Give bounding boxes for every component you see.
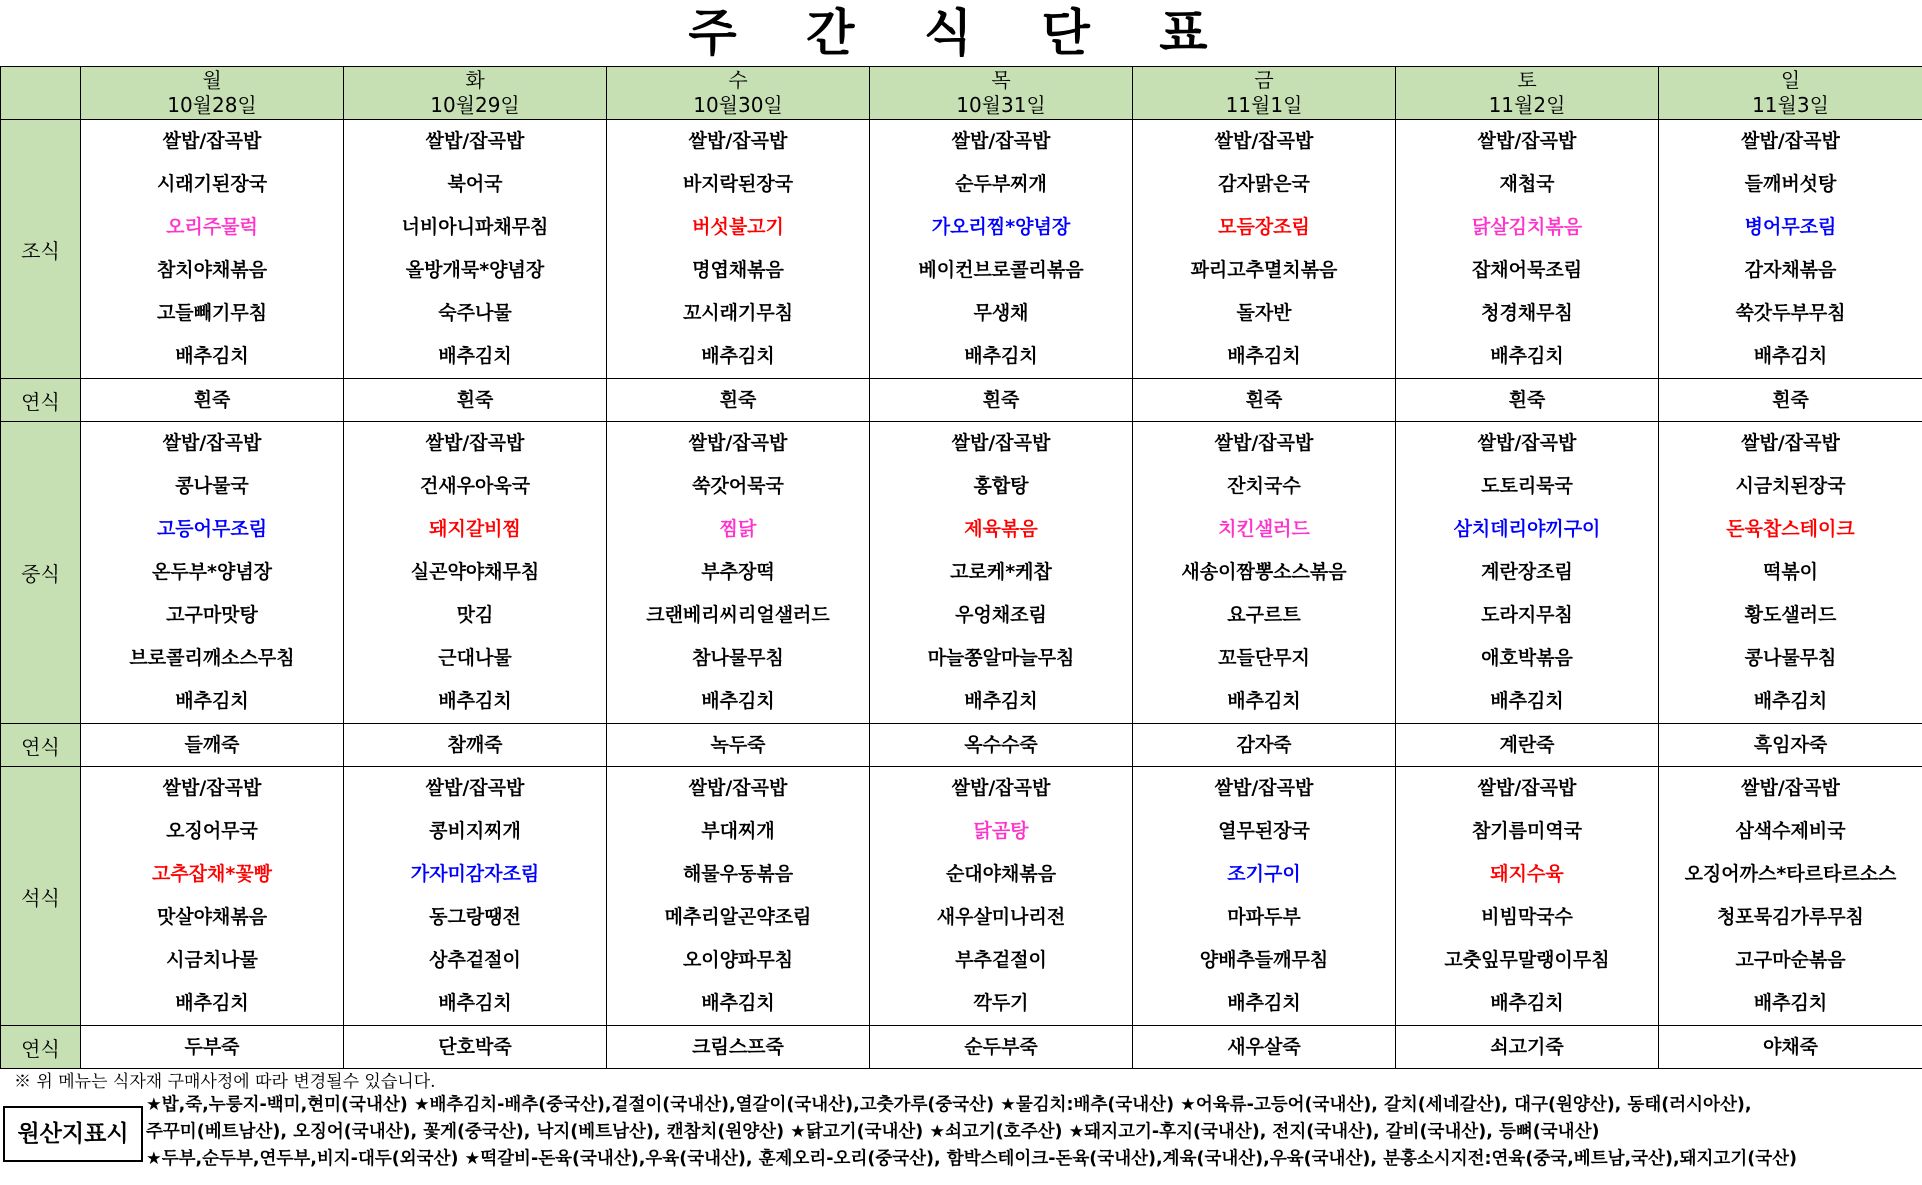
menu-item: 시금치된장국 <box>1735 475 1846 497</box>
menu-item: 요구르트 <box>1227 604 1301 626</box>
menu-item: 쑥갓두부무침 <box>1735 302 1846 324</box>
menu-item: 배추김치 <box>1227 992 1301 1014</box>
menu-item: 올방개묵*양념장 <box>405 259 545 281</box>
snack-cell <box>344 724 607 767</box>
menu-item: 쌀밥/잡곡밥 <box>1477 432 1577 454</box>
menu-item: 배추김치 <box>1227 690 1301 712</box>
menu-item: 숙주나물 <box>438 302 512 324</box>
day-header <box>1396 67 1659 120</box>
snack-item: 감자죽 <box>1236 734 1292 756</box>
menu-item: 배추김치 <box>964 690 1038 712</box>
day-name: 월 <box>202 68 222 92</box>
header-row <box>1 67 1922 120</box>
origin-line: ★두부,순두부,연두부,비지-대두(외국산) ★떡갈비-돈육(국내산),우육(국내산), 훈제오리-오리(중국산), 함박스테이크-돈육(국내산),계육(국내산),우육(국내산), 분홍소시지전:연육(중국,베트남,국산),돼지고기(국산) <box>146 1149 1798 1169</box>
menu-item: 비빔막국수 <box>1481 906 1573 928</box>
menu-item: 꽈리고추멸치볶음 <box>1190 259 1338 281</box>
menu-item: 쌀밥/잡곡밥 <box>1477 130 1577 152</box>
menu-item: 조기구이 <box>1227 863 1301 885</box>
meal-cell <box>1396 422 1659 724</box>
menu-item: 돼지수육 <box>1490 863 1564 885</box>
menu-item: 쌀밥/잡곡밥 <box>1214 432 1314 454</box>
snack-cell <box>1659 724 1922 767</box>
menu-item: 가오리찜*양념장 <box>931 216 1071 238</box>
day-date: 11월1일 <box>1225 93 1303 117</box>
menu-item: 고춧잎무말랭이무침 <box>1444 949 1610 971</box>
meal-cell <box>344 120 607 379</box>
day-name: 일 <box>1780 68 1801 92</box>
menu-item: 배추김치 <box>964 345 1038 367</box>
snack-cell <box>81 379 344 422</box>
snack-row-1 <box>1 379 1922 422</box>
menu-item: 메추리알곤약조림 <box>664 906 812 928</box>
menu-item: 시금치나물 <box>166 949 258 971</box>
snack-cell <box>81 724 344 767</box>
menu-item: 꼬시래기무침 <box>682 302 794 324</box>
menu-item: 배추김치 <box>1753 690 1828 712</box>
snack-item: 흰죽 <box>1245 389 1283 411</box>
menu-item: 닭살김치볶음 <box>1471 216 1583 238</box>
menu-item: 쌀밥/잡곡밥 <box>162 130 262 152</box>
menu-item: 오이양파무침 <box>682 949 794 971</box>
menu-item: 홍합탕 <box>973 475 1029 497</box>
snack-item: 크림스프죽 <box>692 1036 784 1058</box>
menu-item: 마파두부 <box>1227 906 1301 928</box>
meal-label: 연식 <box>1 379 81 422</box>
menu-item: 해물우동볶음 <box>682 863 794 885</box>
menu-item: 고로케*케찹 <box>950 561 1052 583</box>
meal-cell <box>1133 767 1396 1026</box>
menu-item: 상추겉절이 <box>429 949 521 971</box>
menu-item: 병어무조림 <box>1744 216 1837 238</box>
menu-item: 잔치국수 <box>1227 475 1301 497</box>
day-name: 화 <box>465 68 485 92</box>
snack-cell <box>607 1026 870 1069</box>
day-header <box>81 67 344 120</box>
meal-cell <box>607 767 870 1026</box>
menu-item: 부추겉절이 <box>955 949 1047 971</box>
menu-item: 배추김치 <box>1490 345 1564 367</box>
snack-cell <box>1396 1026 1659 1069</box>
meal-cell <box>1659 767 1922 1026</box>
menu-item: 북어국 <box>447 173 503 195</box>
snack-cell <box>1133 379 1396 422</box>
day-date: 10월29일 <box>430 93 520 117</box>
menu-item: 버섯불고기 <box>692 216 784 238</box>
dinner-row <box>1 767 1922 1026</box>
snack-cell <box>81 1026 344 1069</box>
day-header <box>1133 67 1396 120</box>
menu-item: 배추김치 <box>438 992 512 1014</box>
page-title: 주 간 식 단 표 <box>688 4 1234 62</box>
menu-item: 배추김치 <box>175 690 249 712</box>
menu-item: 계란장조림 <box>1481 561 1573 583</box>
menu-item: 삼치데리야끼구이 <box>1453 518 1601 540</box>
menu-item: 배추김치 <box>175 992 249 1014</box>
snack-item: 녹두죽 <box>710 734 766 756</box>
origin-line: 주꾸미(베트남산), 오징어(국내산), 꽃게(중국산), 낙지(베트남산), 캔참치(원양산) ★닭고기(국내산) ★쇠고기(호주산) ★돼지고기-후지(국내산), 전지(국내산), 갈비(국내산), 등뼈(국내산) <box>146 1122 1600 1142</box>
menu-item: 쌀밥/잡곡밥 <box>425 432 525 454</box>
meal-cell <box>1659 422 1922 724</box>
lunch-row <box>1 422 1922 724</box>
day-name: 목 <box>991 68 1011 92</box>
menu-item: 모듬장조림 <box>1218 216 1310 238</box>
meal-cell <box>81 120 344 379</box>
menu-item: 가자미감자조림 <box>410 863 540 885</box>
snack-row-3 <box>1 1026 1922 1069</box>
menu-item: 쌀밥/잡곡밥 <box>951 432 1051 454</box>
corner-cell <box>1 67 81 120</box>
menu-item: 콩나물국 <box>175 475 249 497</box>
menu-item: 배추김치 <box>1490 992 1564 1014</box>
menu-item: 배추김치 <box>1753 992 1828 1014</box>
menu-item: 쑥갓어묵국 <box>692 475 784 497</box>
menu-item: 쌀밥/잡곡밥 <box>1741 432 1840 454</box>
snack-cell <box>607 379 870 422</box>
day-name: 수 <box>728 68 748 92</box>
snack-cell <box>344 1026 607 1069</box>
snack-cell <box>870 379 1133 422</box>
menu-item: 애호박볶음 <box>1481 647 1573 669</box>
origin-label: 원산지표시 <box>3 1106 143 1162</box>
snack-item: 옥수수죽 <box>964 734 1038 756</box>
menu-item: 삼색수제비국 <box>1735 820 1846 842</box>
meal-label: 연식 <box>1 1026 81 1069</box>
menu-item: 마늘쫑알마늘무침 <box>927 647 1075 669</box>
snack-cell <box>870 1026 1133 1069</box>
menu-item: 쌀밥/잡곡밥 <box>688 130 788 152</box>
menu-item: 참기름미역국 <box>1471 820 1583 842</box>
menu-item: 쌀밥/잡곡밥 <box>425 130 525 152</box>
menu-item: 배추김치 <box>1227 345 1301 367</box>
day-name: 토 <box>1517 68 1537 92</box>
meal-cell <box>344 767 607 1026</box>
menu-item: 쌀밥/잡곡밥 <box>1741 130 1840 152</box>
snack-item: 단호박죽 <box>438 1036 512 1058</box>
menu-item: 열무된장국 <box>1218 820 1310 842</box>
meal-cell <box>1396 767 1659 1026</box>
snack-item: 흰죽 <box>1508 389 1546 411</box>
snack-item: 새우살죽 <box>1227 1036 1301 1058</box>
breakfast-row <box>1 120 1922 379</box>
meal-cell <box>1396 120 1659 379</box>
snack-item: 두부죽 <box>184 1036 240 1058</box>
menu-item: 배추김치 <box>438 690 512 712</box>
snack-row-2 <box>1 724 1922 767</box>
snack-item: 흰죽 <box>982 389 1020 411</box>
snack-item: 들깨죽 <box>184 734 240 756</box>
menu-item: 닭곰탕 <box>973 820 1029 842</box>
menu-item: 새송이짬뽕소스볶음 <box>1181 561 1347 583</box>
menu-item: 배추김치 <box>438 345 512 367</box>
menu-item: 새우살미나리전 <box>936 906 1066 928</box>
meal-label: 중식 <box>1 422 81 724</box>
menu-item: 치킨샐러드 <box>1218 518 1310 540</box>
day-header <box>607 67 870 120</box>
menu-item: 오징어무국 <box>166 820 258 842</box>
meal-cell <box>1659 120 1922 379</box>
menu-item: 청경채무침 <box>1481 302 1573 324</box>
menu-item: 명엽채볶음 <box>692 259 784 281</box>
day-header <box>344 67 607 120</box>
snack-item: 흰죽 <box>193 389 231 411</box>
menu-item: 부추장떡 <box>701 561 775 583</box>
menu-item: 쌀밥/잡곡밥 <box>162 777 262 799</box>
origin-text <box>146 1092 1918 1173</box>
menu-item: 꼬들단무지 <box>1218 647 1310 669</box>
menu-item: 감자채볶음 <box>1744 259 1837 281</box>
snack-item: 계란죽 <box>1499 734 1555 756</box>
menu-item: 감자맑은국 <box>1218 173 1310 195</box>
day-date: 10월30일 <box>693 93 783 117</box>
menu-item: 쌀밥/잡곡밥 <box>1214 130 1314 152</box>
menu-item: 쌀밥/잡곡밥 <box>1214 777 1314 799</box>
meal-label: 석식 <box>1 767 81 1026</box>
menu-item: 들깨버섯탕 <box>1744 173 1837 195</box>
snack-item: 참깨죽 <box>447 734 503 756</box>
meal-cell <box>344 422 607 724</box>
menu-item: 쌀밥/잡곡밥 <box>1741 777 1840 799</box>
meal-cell <box>81 767 344 1026</box>
menu-item: 고추잡채*꽃빵 <box>151 863 273 885</box>
menu-item: 쌀밥/잡곡밥 <box>688 777 788 799</box>
menu-item: 쌀밥/잡곡밥 <box>425 777 525 799</box>
menu-item: 쌀밥/잡곡밥 <box>951 130 1051 152</box>
weekly-menu-table <box>0 66 1922 1069</box>
snack-item: 흰죽 <box>1772 389 1809 411</box>
meal-cell <box>607 422 870 724</box>
snack-item: 흰죽 <box>456 389 494 411</box>
day-header <box>1659 67 1922 120</box>
menu-item: 배추김치 <box>1753 345 1828 367</box>
menu-item: 배추김치 <box>1490 690 1564 712</box>
menu-item: 브로콜리깨소스무침 <box>129 647 295 669</box>
menu-item: 쌀밥/잡곡밥 <box>162 432 262 454</box>
menu-item: 고등어무조림 <box>156 518 268 540</box>
menu-item: 고들빼기무침 <box>156 302 268 324</box>
snack-cell <box>607 724 870 767</box>
change-notice: ※ 위 메뉴는 식자재 구매사정에 따라 변경될수 있습니다. <box>14 1072 436 1092</box>
menu-item: 크랜베리씨리얼샐러드 <box>646 604 830 626</box>
menu-item: 돼지갈비찜 <box>429 518 521 540</box>
menu-item: 떡볶이 <box>1762 561 1819 583</box>
meal-cell <box>870 120 1133 379</box>
snack-cell <box>1659 379 1922 422</box>
menu-item: 오징어까스*타르타르소스 <box>1684 863 1897 885</box>
snack-cell <box>1659 1026 1922 1069</box>
snack-item: 흰죽 <box>719 389 757 411</box>
menu-item: 실곤약야채무침 <box>410 561 540 583</box>
menu-item: 동그랑땡전 <box>429 906 521 928</box>
meal-cell <box>607 120 870 379</box>
origin-line: ★밥,죽,누룽지-백미,현미(국내산) ★배추김치-배추(중국산),겉절이(국내산),열갈이(국내산),고춧가루(중국산) ★물김치:배추(국내산) ★어육류-고등어(국내산), 갈치(세네갈산), 대구(원양산), 동태(러시아산), <box>146 1095 1752 1115</box>
menu-item: 청포묵김가루무침 <box>1717 906 1864 928</box>
snack-cell <box>344 379 607 422</box>
day-date: 10월31일 <box>956 93 1046 117</box>
snack-item: 쇠고기죽 <box>1490 1036 1564 1058</box>
meal-cell <box>1133 120 1396 379</box>
menu-item: 근대나물 <box>438 647 512 669</box>
menu-item: 너비아니파채무침 <box>401 216 549 238</box>
menu-item: 제육볶음 <box>964 518 1038 540</box>
menu-item: 오리주물럭 <box>166 216 258 238</box>
menu-item: 고구마순볶음 <box>1735 949 1846 971</box>
meal-label: 조식 <box>1 120 81 379</box>
meal-cell <box>870 422 1133 724</box>
snack-item: 야채죽 <box>1762 1036 1819 1058</box>
menu-item: 맛김 <box>456 604 494 626</box>
snack-cell <box>1133 724 1396 767</box>
menu-item: 콩나물무침 <box>1744 647 1837 669</box>
menu-item: 돌자반 <box>1236 302 1292 324</box>
menu-item: 참치야채볶음 <box>156 259 268 281</box>
menu-item: 쌀밥/잡곡밥 <box>951 777 1051 799</box>
menu-item: 도라지무침 <box>1481 604 1573 626</box>
menu-item: 쌀밥/잡곡밥 <box>688 432 788 454</box>
day-header <box>870 67 1133 120</box>
menu-item: 잡채어묵조림 <box>1471 259 1583 281</box>
menu-item: 도토리묵국 <box>1481 475 1573 497</box>
snack-cell <box>1133 1026 1396 1069</box>
meal-cell <box>81 422 344 724</box>
menu-item: 쌀밥/잡곡밥 <box>1477 777 1577 799</box>
snack-item: 흑임자죽 <box>1753 734 1828 756</box>
menu-item: 순두부찌개 <box>955 173 1047 195</box>
menu-item: 바지락된장국 <box>682 173 794 195</box>
menu-item: 배추김치 <box>701 992 775 1014</box>
menu-item: 배추김치 <box>175 345 249 367</box>
menu-item: 황도샐러드 <box>1744 604 1837 626</box>
day-date: 11월2일 <box>1488 93 1566 117</box>
menu-item: 재첩국 <box>1499 173 1555 195</box>
menu-item: 부대찌개 <box>701 820 775 842</box>
menu-item: 맛살야채볶음 <box>156 906 268 928</box>
menu-item: 시래기된장국 <box>156 173 268 195</box>
day-date: 11월3일 <box>1752 93 1829 117</box>
menu-item: 우엉채조림 <box>955 604 1047 626</box>
snack-cell <box>870 724 1133 767</box>
menu-item: 양배추들깨무침 <box>1199 949 1329 971</box>
menu-item: 고구마맛탕 <box>166 604 258 626</box>
menu-item: 콩비지찌개 <box>429 820 521 842</box>
menu-item: 순대야채볶음 <box>945 863 1057 885</box>
day-name: 금 <box>1254 68 1274 92</box>
menu-item: 찜닭 <box>719 518 757 540</box>
meal-cell <box>1133 422 1396 724</box>
menu-item: 배추김치 <box>701 690 775 712</box>
menu-item: 건새우아욱국 <box>419 475 531 497</box>
day-date: 10월28일 <box>167 93 257 117</box>
menu-item: 돈육찹스테이크 <box>1726 518 1855 540</box>
snack-item: 순두부죽 <box>964 1036 1038 1058</box>
menu-item: 참나물무침 <box>692 647 784 669</box>
menu-item: 무생채 <box>973 302 1029 324</box>
meal-cell <box>870 767 1133 1026</box>
snack-cell <box>1396 724 1659 767</box>
menu-item: 베이컨브로콜리볶음 <box>918 259 1084 281</box>
meal-label: 연식 <box>1 724 81 767</box>
menu-item: 깍두기 <box>973 992 1029 1014</box>
menu-item: 배추김치 <box>701 345 775 367</box>
menu-item: 온두부*양념장 <box>151 561 273 583</box>
snack-cell <box>1396 379 1659 422</box>
